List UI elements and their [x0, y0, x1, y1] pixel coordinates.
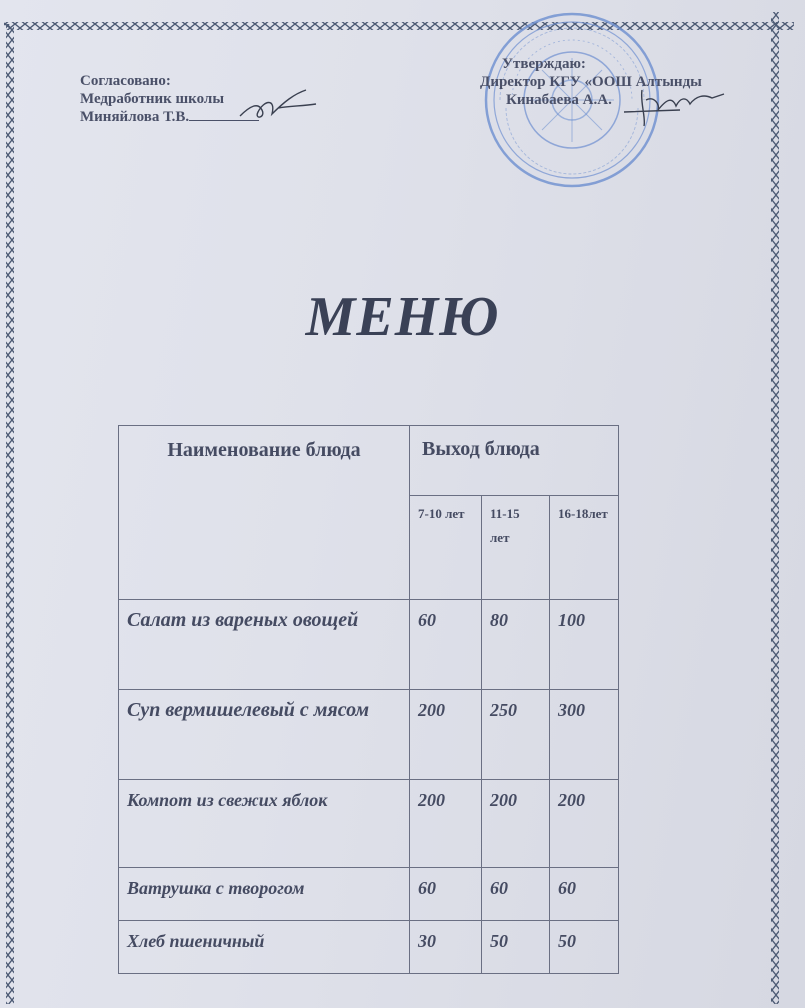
portion-11-15: 60	[482, 868, 550, 921]
medic-signature	[232, 84, 322, 124]
medic-name: Миняйлова Т.В.	[80, 109, 190, 125]
dish-name: Компот из свежих яблок	[119, 780, 410, 868]
portion-16-18: 50	[550, 921, 619, 974]
header-age-7-10: 7-10 лет	[410, 495, 482, 599]
header-output: Выход блюда	[410, 426, 619, 496]
dish-name: Ватрушка с творогом	[119, 868, 410, 921]
director-position: Директор КГУ «ООШ Алтынды	[480, 74, 702, 90]
table-header-row	[119, 426, 619, 496]
portion-11-15: 250	[482, 690, 550, 780]
portion-7-10: 30	[410, 921, 482, 974]
table-row	[119, 868, 619, 921]
header-age-11-15: 11-15 лет	[482, 495, 550, 599]
portion-16-18: 200	[550, 780, 619, 868]
dish-name: Салат из вареных овощей	[119, 600, 410, 690]
document-title: МЕНЮ	[305, 286, 500, 348]
portion-16-18: 100	[550, 600, 619, 690]
portion-7-10: 200	[410, 690, 482, 780]
portion-7-10: 60	[410, 600, 482, 690]
portion-11-15: 50	[482, 921, 550, 974]
menu-table	[118, 425, 619, 974]
dish-name: Хлеб пшеничный	[119, 921, 410, 974]
approved-label: Утверждаю:	[502, 56, 586, 72]
director-signature	[620, 82, 730, 130]
agreed-label: Согласовано:	[80, 73, 171, 89]
portion-7-10: 60	[410, 868, 482, 921]
portion-11-15: 80	[482, 600, 550, 690]
medic-position: Медработник школы	[80, 91, 225, 107]
portion-7-10: 200	[410, 780, 482, 868]
table-row	[119, 780, 619, 868]
table-row	[119, 921, 619, 974]
dish-name: Суп вермишелевый с мясом	[119, 690, 410, 780]
table-row	[119, 690, 619, 780]
header-dish-name: Наименование блюда	[119, 426, 410, 600]
portion-11-15: 200	[482, 780, 550, 868]
header-age-16-18: 16-18лет	[550, 495, 619, 599]
director-name: Кинабаева А.А.	[506, 92, 612, 108]
portion-16-18: 300	[550, 690, 619, 780]
portion-16-18: 60	[550, 868, 619, 921]
table-row	[119, 600, 619, 690]
